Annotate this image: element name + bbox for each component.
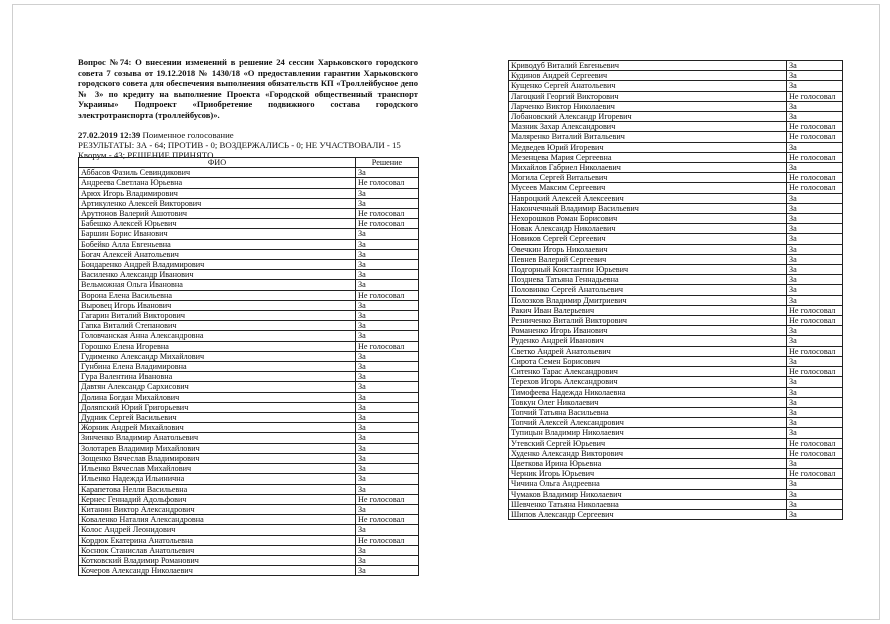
vote-decision: За [356, 504, 419, 514]
vote-decision: За [356, 198, 419, 208]
table-row [509, 458, 843, 468]
deputy-name: Криводуб Виталий Евгеньевич [509, 61, 787, 71]
right-table-body [509, 61, 843, 520]
table-row [79, 188, 419, 198]
table-header-row [79, 158, 419, 168]
vote-decision: За [356, 362, 419, 372]
vote-decision: Не голосовал [787, 469, 843, 479]
vote-decision: За [787, 101, 843, 111]
deputy-name: Выровец Игорь Иванович [79, 300, 356, 310]
deputy-name: Гапка Виталий Степанович [79, 321, 356, 331]
vote-decision: За [787, 356, 843, 366]
table-row [509, 346, 843, 356]
table-row [509, 387, 843, 397]
table-row [509, 173, 843, 183]
deputy-name: Бобейко Алла Евгеньевна [79, 239, 356, 249]
vote-decision: За [787, 244, 843, 254]
vote-decision: За [787, 81, 843, 91]
vote-decision: За [356, 443, 419, 453]
deputy-name: Полозков Владимир Дмитриевич [509, 295, 787, 305]
vote-decision: Не голосовал [356, 535, 419, 545]
table-row [79, 311, 419, 321]
table-row [79, 484, 419, 494]
deputy-name: Овечкин Игорь Николаевич [509, 244, 787, 254]
vote-decision: Не голосовал [787, 132, 843, 142]
vote-decision: За [356, 433, 419, 443]
vote-decision: За [787, 61, 843, 71]
deputy-name: Маляренко Виталий Витальевич [509, 132, 787, 142]
deputy-name: Золотарев Владимир Михайлович [79, 443, 356, 453]
table-row [79, 443, 419, 453]
vote-decision: За [356, 382, 419, 392]
vote-decision: За [356, 525, 419, 535]
table-row [79, 545, 419, 555]
table-row [79, 566, 419, 576]
deputy-name: Певнев Валерий Сергеевич [509, 254, 787, 264]
table-row [509, 489, 843, 499]
deputy-name: Новак Александр Николаевич [509, 224, 787, 234]
table-row [509, 316, 843, 326]
vote-decision: Не голосовал [787, 173, 843, 183]
deputy-name: Подгорный Константин Юрьевич [509, 265, 787, 275]
table-row [79, 494, 419, 504]
table-row [79, 525, 419, 535]
vote-decision: За [787, 203, 843, 213]
deputy-name: Мусеев Максим Сергеевич [509, 183, 787, 193]
vote-decision: Не голосовал [356, 341, 419, 351]
deputy-name: Ильенко Надежда Ильинична [79, 474, 356, 484]
vote-datetime: 27.02.2019 12:39 [78, 129, 141, 140]
vote-type: Поименное голосование [142, 129, 234, 140]
deputy-name: Тупицын Владимир Николаевич [509, 428, 787, 438]
vote-decision: Не голосовал [787, 122, 843, 132]
vote-decision: За [787, 71, 843, 81]
vote-decision: За [356, 453, 419, 463]
table-row [509, 71, 843, 81]
vote-decision: За [356, 260, 419, 270]
table-row [79, 239, 419, 249]
deputy-name: Руденко Андрей Иванович [509, 336, 787, 346]
vote-decision: За [356, 331, 419, 341]
deputy-name: Кочеров Александр Николаевич [79, 566, 356, 576]
table-row [509, 295, 843, 305]
table-row [509, 132, 843, 142]
deputy-name: Топчий Алексей Александрович [509, 418, 787, 428]
deputy-name: Нехорошков Роман Борисович [509, 214, 787, 224]
vote-decision: За [787, 265, 843, 275]
deputy-name: Кудинов Андрей Сергеевич [509, 71, 787, 81]
deputy-name: Лагоцкий Георгий Викторович [509, 91, 787, 101]
table-row [509, 275, 843, 285]
deputy-name: Андреева Светлана Юрьевна [79, 178, 356, 188]
table-row [509, 418, 843, 428]
left-table-body [79, 168, 419, 576]
table-row [509, 367, 843, 377]
table-row [79, 178, 419, 188]
table-row [79, 504, 419, 514]
vote-decision: За [787, 234, 843, 244]
table-row [79, 515, 419, 525]
vote-decision: Не голосовал [787, 438, 843, 448]
deputy-name: Черник Игорь Юрьевич [509, 469, 787, 479]
vote-decision: За [787, 387, 843, 397]
vote-decision: За [356, 555, 419, 565]
deputy-name: Тимофеева Надежда Николаевна [509, 387, 787, 397]
vote-decision: Не голосовал [356, 209, 419, 219]
deputy-name: Могила Сергей Витальевич [509, 173, 787, 183]
deputy-name: Шевченко Татьяна Николаевна [509, 499, 787, 509]
table-row [79, 229, 419, 239]
vote-decision: За [787, 336, 843, 346]
quorum-line: Кворум - 43; РЕШЕНИЕ ПРИНЯТО [78, 150, 214, 161]
question-heading: Вопрос №74: О внесении изменений в решение 24 сессии Харьковского городского совета 7 созыва от 19.12.2018 № 1430/18 «О предоставлении гарантии Харьковского городского совета для обеспечения выполнения обязательств КП «Троллейбусное депо № 3» по кредиту на выполнение Проекта «Городской общественный транспорт Украины» Подпроект «Приобретение подвижного состава городского электротранспорта (троллейбусов)». [78, 57, 418, 120]
deputy-name: Ракич Иван Валерьевич [509, 305, 787, 315]
vote-decision: За [787, 254, 843, 264]
table-row [79, 290, 419, 300]
deputy-name: Сирота Семен Борисович [509, 356, 787, 366]
deputy-name: Котковский Владимир Романович [79, 555, 356, 565]
table-row [79, 453, 419, 463]
table-row [509, 152, 843, 162]
deputy-name: Ларченко Виктор Николаевич [509, 101, 787, 111]
vote-decision: За [787, 295, 843, 305]
vote-decision: Не голосовал [356, 219, 419, 229]
deputy-name: Навроцкий Алексей Алексеевич [509, 193, 787, 203]
vote-decision: За [787, 489, 843, 499]
vote-decision: Не голосовал [787, 183, 843, 193]
vote-decision: За [356, 229, 419, 239]
deputy-name: Романенко Игорь Иванович [509, 326, 787, 336]
deputy-name: Гунбина Елена Владимировна [79, 362, 356, 372]
deputy-name: Коваленко Наталия Александровна [79, 515, 356, 525]
vote-decision: Не голосовал [787, 152, 843, 162]
table-row [509, 183, 843, 193]
deputy-name: Резниченко Виталий Викторович [509, 316, 787, 326]
table-row [509, 163, 843, 173]
table-row [509, 326, 843, 336]
vote-decision: За [356, 566, 419, 576]
table-row [79, 535, 419, 545]
table-row [509, 448, 843, 458]
vote-decision: За [356, 372, 419, 382]
left-vote-table [78, 157, 419, 576]
vote-decision: За [787, 499, 843, 509]
deputy-name: Утевский Сергей Юрьевич [509, 438, 787, 448]
deputy-name: Бондаренко Андрей Владимирович [79, 260, 356, 270]
vote-decision: За [787, 224, 843, 234]
deputy-name: Мезенцева Мария Сергеевна [509, 152, 787, 162]
deputy-name: Василенко Александр Иванович [79, 270, 356, 280]
table-row [509, 112, 843, 122]
table-row [509, 509, 843, 519]
vote-decision: За [787, 112, 843, 122]
table-row [509, 244, 843, 254]
table-row [79, 270, 419, 280]
deputy-name: Головчанская Анна Александровна [79, 331, 356, 341]
deputy-name: Бабешко Алексей Юрьевич [79, 219, 356, 229]
vote-decision: За [356, 474, 419, 484]
table-row [509, 91, 843, 101]
vote-decision: За [356, 168, 419, 178]
table-row [509, 285, 843, 295]
vote-decision: За [787, 142, 843, 152]
right-vote-table [508, 60, 843, 520]
table-row [509, 193, 843, 203]
deputy-name: Доляпский Юрий Григорьевич [79, 402, 356, 412]
vote-decision: За [787, 377, 843, 387]
deputy-name: Баршин Борис Иванович [79, 229, 356, 239]
vote-decision: За [787, 479, 843, 489]
vote-decision: За [787, 458, 843, 468]
vote-decision: За [787, 193, 843, 203]
table-row [79, 392, 419, 402]
table-row [509, 254, 843, 264]
table-row [79, 413, 419, 423]
vote-decision: За [356, 545, 419, 555]
vote-decision: Не голосовал [787, 448, 843, 458]
vote-decision: Не голосовал [356, 494, 419, 504]
table-row [79, 198, 419, 208]
vote-decision: За [356, 484, 419, 494]
deputy-name: Терехов Игорь Александрович [509, 377, 787, 387]
table-row [79, 260, 419, 270]
table-row [79, 168, 419, 178]
vote-decision: За [787, 285, 843, 295]
deputy-name: Худенко Александр Викторович [509, 448, 787, 458]
vote-decision: За [356, 392, 419, 402]
table-row [509, 203, 843, 213]
table-row [509, 224, 843, 234]
deputy-name: Дудник Сергей Васильевич [79, 413, 356, 423]
deputy-name: Мазник Захар Александрович [509, 122, 787, 132]
vote-decision: За [356, 311, 419, 321]
table-row [509, 122, 843, 132]
column-header-name: ФИО [79, 158, 356, 168]
vote-decision: За [787, 163, 843, 173]
table-row [509, 81, 843, 91]
deputy-name: Гудименко Александр Михайлович [79, 351, 356, 361]
vote-decision: За [356, 423, 419, 433]
deputy-name: Вельможная Ольга Ивановна [79, 280, 356, 290]
vote-decision: За [787, 509, 843, 519]
vote-decision: За [356, 321, 419, 331]
table-row [79, 300, 419, 310]
deputy-name: Карапетова Нелли Васильевна [79, 484, 356, 494]
deputy-name: Коснюк Станислав Анатольевич [79, 545, 356, 555]
table-row [509, 336, 843, 346]
deputy-name: Накончечный Владимир Васильевич [509, 203, 787, 213]
vote-decision: Не голосовал [356, 290, 419, 300]
deputy-name: Кернес Геннадий Адольфович [79, 494, 356, 504]
table-row [79, 474, 419, 484]
deputy-name: Давтян Александр Сархисович [79, 382, 356, 392]
deputy-name: Китанин Виктор Александрович [79, 504, 356, 514]
vote-decision: Не голосовал [356, 515, 419, 525]
table-row [509, 265, 843, 275]
deputy-name: Арюх Игорь Владимирович [79, 188, 356, 198]
deputy-name: Чичина Ольга Андреевна [509, 479, 787, 489]
table-row [509, 407, 843, 417]
table-row [509, 469, 843, 479]
vote-decision: За [787, 418, 843, 428]
vote-decision: За [787, 214, 843, 224]
table-row [79, 382, 419, 392]
vote-decision: За [356, 464, 419, 474]
deputy-name: Аббасов Фазиль Севиндикович [79, 168, 356, 178]
table-row [509, 356, 843, 366]
vote-decision: Не голосовал [356, 178, 419, 188]
vote-decision: За [356, 402, 419, 412]
deputy-name: Долина Богдан Михайлович [79, 392, 356, 402]
vote-decision: За [356, 239, 419, 249]
vote-decision: Не голосовал [787, 346, 843, 356]
deputy-name: Цветкова Ирина Юрьевна [509, 458, 787, 468]
vote-decision: За [787, 428, 843, 438]
deputy-name: Шипов Александр Сергеевич [509, 509, 787, 519]
table-row [509, 397, 843, 407]
vote-datetime-line [78, 130, 418, 140]
deputy-name: Светко Андрей Анатольевич [509, 346, 787, 356]
table-row [79, 219, 419, 229]
deputy-name: Зинченко Владимир Анатольевич [79, 433, 356, 443]
deputy-name: Кущенко Сергей Анатольевич [509, 81, 787, 91]
column-header-decision: Решение [356, 158, 419, 168]
deputy-name: Артикуленко Алексей Викторович [79, 198, 356, 208]
table-row [79, 464, 419, 474]
deputy-name: Гагарин Виталий Викторович [79, 311, 356, 321]
deputy-name: Арутюнов Валерий Ашотович [79, 209, 356, 219]
vote-decision: За [787, 407, 843, 417]
table-row [509, 479, 843, 489]
vote-decision: Не голосовал [787, 91, 843, 101]
table-row [509, 101, 843, 111]
vote-decision: За [787, 275, 843, 285]
deputy-name: Кордюк Екатерина Анатольевна [79, 535, 356, 545]
deputy-name: Зощенко Вячеслав Владимирович [79, 453, 356, 463]
table-row [79, 341, 419, 351]
table-row [79, 321, 419, 331]
deputy-name: Новиков Сергей Сергеевич [509, 234, 787, 244]
table-row [509, 428, 843, 438]
table-row [509, 438, 843, 448]
deputy-name: Колос Андрей Леонидович [79, 525, 356, 535]
table-row [79, 433, 419, 443]
deputy-name: Ворона Елена Васильевна [79, 290, 356, 300]
results-line: РЕЗУЛЬТАТЫ: ЗА - 64; ПРОТИВ - 0; ВОЗДЕРЖАЛИСЬ - 0; НЕ УЧАСТВОВАЛИ - 15 [78, 139, 401, 150]
deputy-name: Ильенко Вячеслав Михайлович [79, 464, 356, 474]
deputy-name: Позднева Татьяна Геннадьевна [509, 275, 787, 285]
vote-decision: За [787, 397, 843, 407]
table-row [79, 423, 419, 433]
deputy-name: Лобановский Александр Игоревич [509, 112, 787, 122]
table-row [79, 249, 419, 259]
deputy-name: Половинко Сергей Анатольевич [509, 285, 787, 295]
deputy-name: Топчий Татьяна Васильевна [509, 407, 787, 417]
table-row [79, 555, 419, 565]
table-row [509, 61, 843, 71]
deputy-name: Чумаков Владимир Николаевич [509, 489, 787, 499]
vote-decision: За [356, 270, 419, 280]
deputy-name: Гура Валентина Ивановна [79, 372, 356, 382]
deputy-name: Медведев Юрий Игоревич [509, 142, 787, 152]
deputy-name: Ситенко Тарас Александрович [509, 367, 787, 377]
table-row [79, 372, 419, 382]
table-row [79, 402, 419, 412]
document-header [78, 57, 418, 161]
vote-decision: Не голосовал [787, 305, 843, 315]
table-row [509, 234, 843, 244]
table-row [79, 280, 419, 290]
deputy-name: Горошко Елена Игоревна [79, 341, 356, 351]
table-row [79, 209, 419, 219]
deputy-name: Михайлов Габриел Николаевич [509, 163, 787, 173]
table-row [79, 351, 419, 361]
vote-decision: За [356, 351, 419, 361]
table-row [509, 499, 843, 509]
table-row [509, 214, 843, 224]
vote-decision: За [356, 188, 419, 198]
vote-decision: За [356, 300, 419, 310]
table-row [79, 331, 419, 341]
vote-decision: За [356, 249, 419, 259]
table-row [509, 305, 843, 315]
table-row [79, 362, 419, 372]
deputy-name: Товкун Олег Николаевич [509, 397, 787, 407]
vote-decision: За [356, 280, 419, 290]
table-row [509, 142, 843, 152]
vote-decision: Не голосовал [787, 316, 843, 326]
vote-decision: За [787, 326, 843, 336]
vote-decision: Не голосовал [787, 367, 843, 377]
deputy-name: Богач Алексей Анатольевич [79, 249, 356, 259]
deputy-name: Жорник Андрей Михайлович [79, 423, 356, 433]
vote-decision: За [356, 413, 419, 423]
table-row [509, 377, 843, 387]
